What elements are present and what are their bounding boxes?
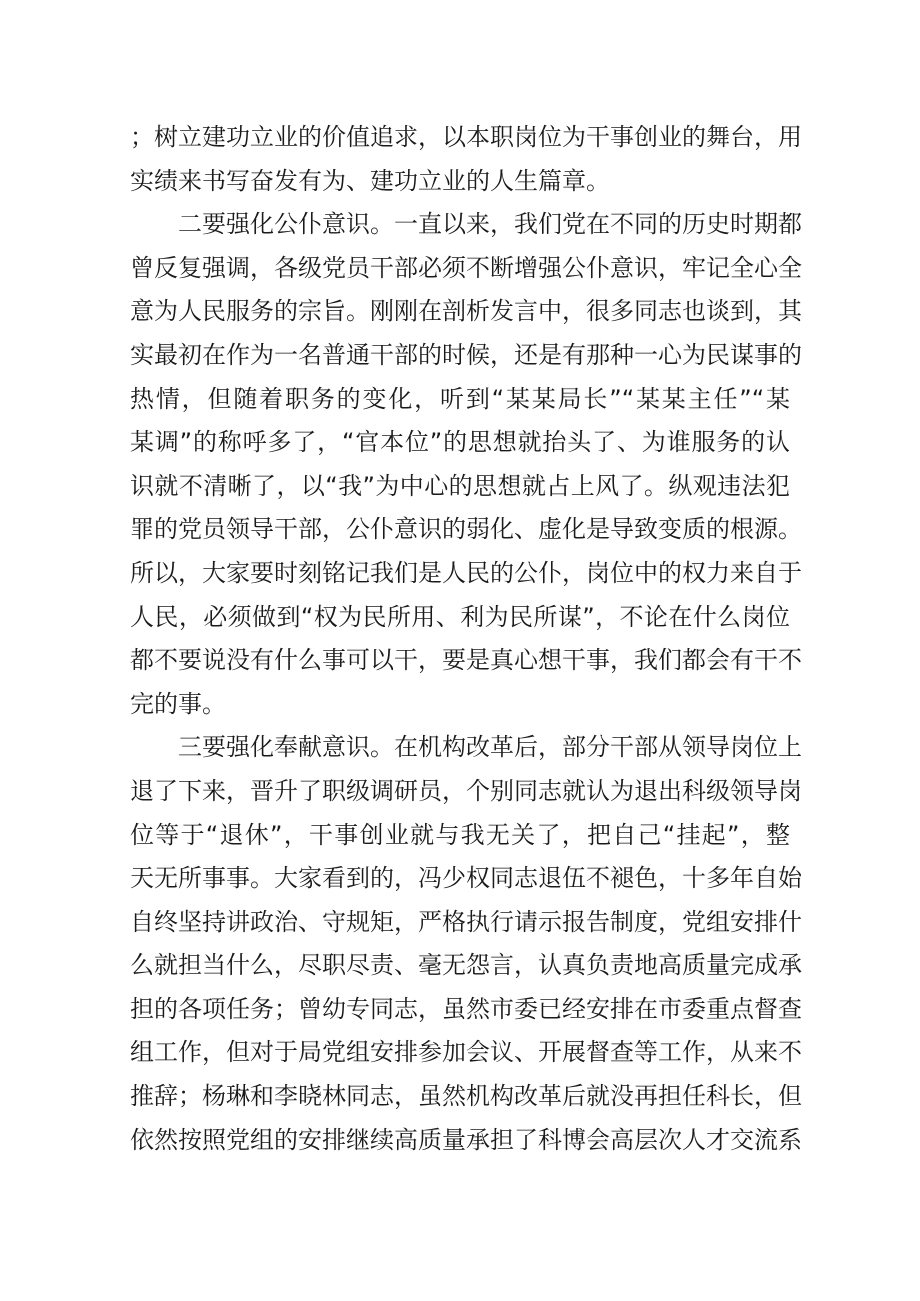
text-line: 推辞；杨琳和李晓林同志，虽然机构改革后就没再担任科长，但 (130, 1082, 802, 1111)
text-line: 完的事。 (130, 689, 226, 718)
paragraph-public-servant (130, 203, 802, 726)
text-line: 自终坚持讲政治、守规矩，严格执行请示报告制度，党组安排什 (130, 907, 802, 936)
text-line: 都不要说没有什么事可以干，要是真心想干事，我们都会有干不 (130, 646, 802, 675)
text-line: 二要强化公仆意识。一直以来，我们党在不同的历史时期都 (178, 210, 802, 239)
paragraph-continuation (130, 116, 802, 203)
text-line: 某调”的称呼多了，“官本位”的思想就抬头了、为谁服务的认 (130, 428, 790, 457)
text-line: 位等于“退休”，干事创业就与我无关了，把自己“挂起”，整 (130, 820, 790, 849)
text-line: 曾反复强调，各级党员干部必须不断增强公仆意识，牢记全心全 (130, 253, 802, 282)
text-line: 三要强化奉献意识。在机构改革后，部分干部从领导岗位上 (178, 733, 802, 762)
text-line: 组工作，但对于局党组安排参加会议、开展督查等工作，从来不 (130, 1038, 802, 1067)
text-line: 实最初在作为一名普通干部的时候，还是有那种一心为民谋事的 (130, 340, 802, 369)
text-line: 人民，必须做到“权为民所用、利为民所谋”，不论在什么岗位 (130, 602, 790, 631)
text-line: 依然按照党组的安排继续高质量承担了科博会高层次人才交流系 (130, 1125, 802, 1154)
text-line: 罪的党员领导干部，公仆意识的弱化、虚化是导致变质的根源。 (130, 515, 802, 544)
text-line: 退了下来，晋升了职级调研员，个别同志就认为退出科级领导岗 (130, 776, 802, 805)
text-line: ；树立建功立业的价值追求，以本职岗位为干事创业的舞台，用 (130, 123, 802, 151)
text-line: 实绩来书写奋发有为、建功立业的人生篇章。 (130, 166, 610, 195)
text-line: 么就担当什么，尽职尽责、毫无怨言，认真负责地高质量完成承 (130, 951, 802, 980)
document-body (130, 116, 802, 1162)
text-line: 意为人民服务的宗旨。刚刚在剖析发言中，很多同志也谈到，其 (130, 297, 802, 326)
text-line: 热情，但随着职务的变化，听到“某某局长”“某某主任”“某 (130, 384, 790, 413)
text-line: 识就不清晰了，以“我”为中心的思想就占上风了。纵观违法犯 (130, 471, 790, 500)
text-line: 天无所事事。大家看到的，冯少权同志退伍不褪色，十多年自始 (130, 864, 802, 893)
paragraph-dedication (130, 726, 802, 1162)
text-line: 担的各项任务；曾幼专同志，虽然市委已经安排在市委重点督查 (130, 994, 802, 1023)
text-line: 所以，大家要时刻铭记我们是人民的公仆，岗位中的权力来自于 (130, 558, 802, 587)
